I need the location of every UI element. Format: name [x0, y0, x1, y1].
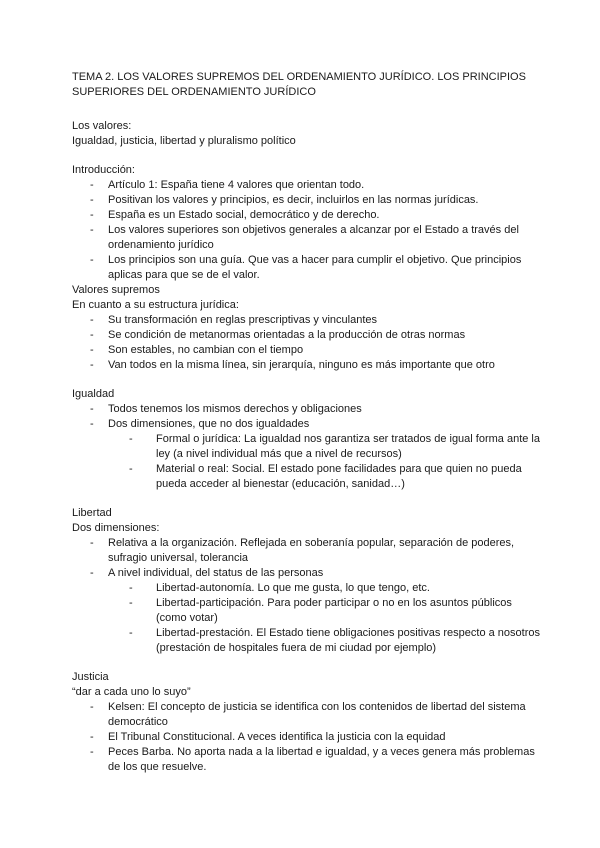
bullet-dash: - — [90, 567, 94, 579]
bullet-dash: - — [90, 224, 94, 236]
section-igualdad — [72, 387, 542, 492]
justicia-list — [72, 700, 542, 775]
list-item: - Se condición de metanormas orientadas a la producción de otras normas — [90, 329, 466, 341]
section-libertad — [72, 506, 542, 656]
bullet-dash: - — [90, 194, 94, 206]
bullet-dash: - — [129, 627, 133, 639]
supremos-list — [72, 313, 542, 373]
bullet-dash: - — [129, 582, 133, 594]
igualdad-sublist — [72, 432, 542, 492]
sub-list-item: - Libertad-autonomía. Lo que me gusta, lo que tengo, etc. — [129, 582, 430, 594]
bullet-dash: - — [129, 433, 133, 445]
bullet-dash: - — [90, 329, 94, 341]
list-item: - Su transformación en reglas prescriptivas y vinculantes — [90, 314, 378, 326]
bullet-dash: - — [90, 731, 94, 743]
bullet-dash: - — [90, 209, 94, 221]
bullet-dash: - — [90, 314, 94, 326]
document-body — [72, 70, 542, 775]
bullet-dash: - — [129, 597, 133, 609]
bullet-dash: - — [90, 701, 94, 713]
section-valores-supremos — [72, 283, 542, 373]
intro-heading: Introducción: — [72, 164, 135, 176]
libertad-heading: Libertad — [72, 507, 112, 519]
bullet-dash: - — [90, 359, 94, 371]
section-introduccion — [72, 163, 542, 283]
justicia-heading: Justicia — [72, 671, 109, 683]
valores-heading: Los valores: — [72, 120, 132, 132]
list-item: - Los principios son una guía. Que vas a hacer para cumplir el objetivo. Que principios aplicas para que se de el valor. — [90, 254, 522, 281]
list-item: - Kelsen: El concepto de justicia se identifica con los contenidos de libertad del sistema democrático — [90, 701, 526, 728]
libertad-sublist — [72, 581, 542, 656]
igualdad-list — [72, 402, 542, 432]
libertad-subheading: Dos dimensiones: — [72, 522, 160, 534]
valores-list: Igualdad, justicia, libertad y pluralismo político — [72, 135, 296, 147]
sub-list-item: - Material o real: Social. El estado pone facilidades para que quien no pueda pueda acceder al bienestar (educación, sanidad…) — [129, 463, 522, 490]
sub-list-item: - Formal o jurídica: La igualdad nos garantiza ser tratados de igual forma ante la ley (a nivel individual más que a nivel de recursos) — [129, 433, 540, 460]
justicia-quote: “dar a cada uno lo suyo” — [72, 686, 191, 698]
supremos-subheading: En cuanto a su estructura jurídica: — [72, 299, 239, 311]
list-item: - Artículo 1: España tiene 4 valores que orientan todo. — [90, 179, 365, 191]
list-item: - Van todos en la misma línea, sin jerarquía, ninguno es más importante que otro — [90, 359, 495, 371]
list-item: - A nivel individual, del status de las personas — [90, 567, 324, 579]
list-item: - Dos dimensiones, que no dos igualdades — [90, 418, 310, 430]
section-valores — [72, 119, 542, 149]
list-item: - Todos tenemos los mismos derechos y obligaciones — [90, 403, 362, 415]
bullet-dash: - — [90, 254, 94, 266]
section-justicia — [72, 670, 542, 775]
libertad-list — [72, 536, 542, 581]
intro-list — [72, 178, 542, 283]
list-item: - Peces Barba. No aporta nada a la libertad e igualdad, y a veces genera más problemas de los que resuelve. — [90, 746, 535, 773]
bullet-dash: - — [90, 537, 94, 549]
sub-list-item: - Libertad-participación. Para poder participar o no en los asuntos públicos (como votar) — [129, 597, 512, 624]
list-item: - Son estables, no cambian con el tiempo — [90, 344, 304, 356]
document-title: TEMA 2. LOS VALORES SUPREMOS DEL ORDENAMIENTO JURÍDICO. LOS PRINCIPIOS SUPERIORES DEL ORDENAMIENTO JURÍDICO — [72, 71, 526, 98]
list-item: - Los valores superiores son objetivos generales a alcanzar por el Estado a través del ordenamiento jurídico — [90, 224, 519, 251]
sub-list-item: - Libertad-prestación. El Estado tiene obligaciones positivas respecto a nosotros (prestación de hospitales fuera de mi ciudad por ejemplo) — [129, 627, 541, 654]
bullet-dash: - — [90, 179, 94, 191]
list-item: - España es un Estado social, democrático y de derecho. — [90, 209, 380, 221]
supremos-heading: Valores supremos — [72, 284, 160, 296]
list-item: - Positivan los valores y principios, es decir, incluirlos en las normas jurídicas. — [90, 194, 479, 206]
bullet-dash: - — [129, 463, 133, 475]
bullet-dash: - — [90, 344, 94, 356]
list-item: - El Tribunal Constitucional. A veces identifica la justicia con la equidad — [90, 731, 446, 743]
bullet-dash: - — [90, 418, 94, 430]
igualdad-heading: Igualdad — [72, 388, 115, 400]
bullet-dash: - — [90, 746, 94, 758]
list-item: - Relativa a la organización. Reflejada en soberanía popular, separación de poderes, sufragio universal, tolerancia — [90, 537, 515, 564]
bullet-dash: - — [90, 403, 94, 415]
